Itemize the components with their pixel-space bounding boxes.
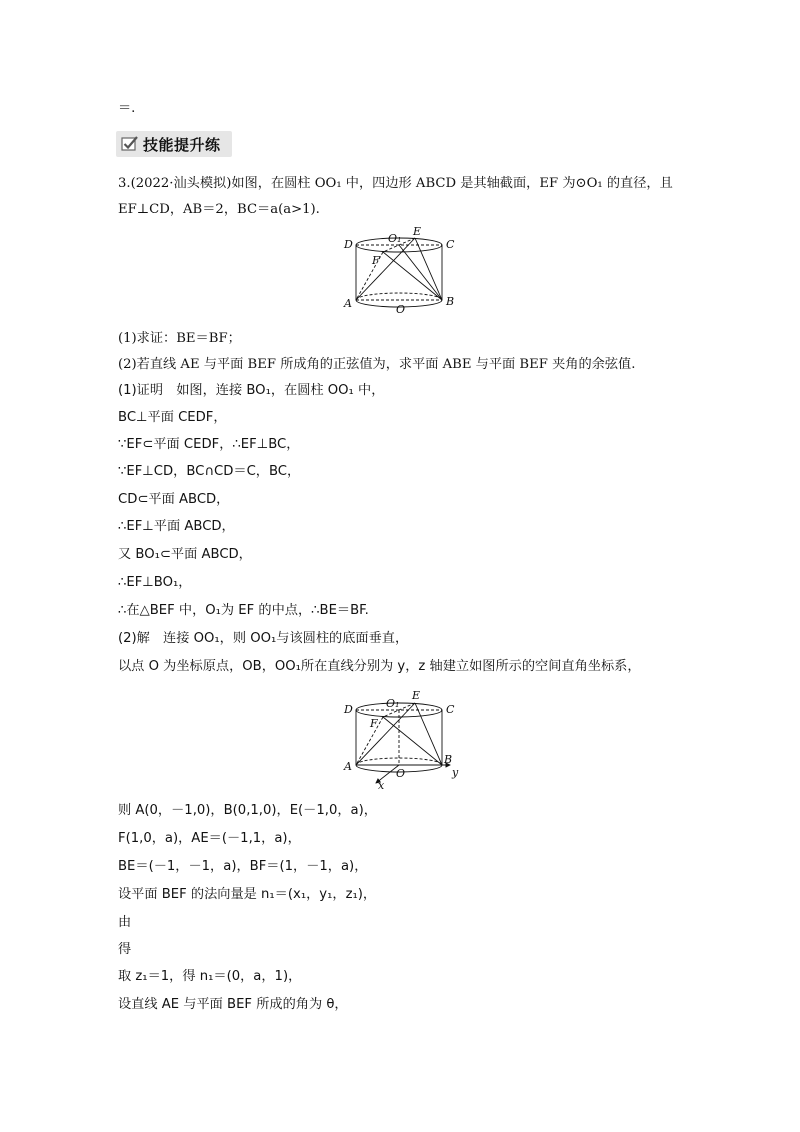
solution-line-3: ∵EF⊂平面 CEDF，∴EF⊥BC， [118,437,300,452]
fig1-label-B: B [446,295,455,308]
fig1-label-O: O [396,303,406,316]
section-title: 技能提升练 [143,136,221,154]
checkbox-icon [121,135,139,152]
fig1-label-D: D [344,238,353,251]
cylinder-figure-1 [340,224,460,316]
problem-line-1: 3.(2022·汕头模拟)如图，在圆柱 OO₁ 中，四边形 ABCD 是其轴截面，EF 为⊙O₁ 的直径，且 [118,176,673,191]
solution-line-15: 设平面 BEF 的法向量是 n₁＝(x₁，y₁，z₁)， [118,887,377,902]
solution-line-11: 以点 O 为坐标原点，OB，OO₁所在直线分别为 y，z 轴建立如图所示的空间直角坐标系， [118,659,641,674]
fig1-label-E: E [413,225,422,238]
solution-line-4: ∵EF⊥CD，BC∩CD＝C，BC， [118,464,301,479]
solution-line-7: 又 BO₁⊂平面 ABCD， [118,547,252,562]
fig2-label-O: O [396,767,406,780]
solution-line-17: 得 [118,942,132,957]
fig2-label-x: x [378,779,385,791]
problem-part-1: (1)求证：BE＝BF； [118,331,241,346]
solution-line-6: ∴EF⊥平面 ABCD， [118,519,235,534]
fig2-label-y: y [452,766,459,779]
section-banner [116,131,232,157]
solution-line-2: BC⊥平面 CEDF， [118,410,227,425]
solution-line-18: 取 z₁＝1，得 n₁＝(0，a，1)， [118,969,302,984]
fig2-label-A: A [344,760,352,773]
solution-line-13: F(1,0，a)，AE＝(－1,1，a)， [118,831,301,846]
fig2-label-F: F [370,717,378,730]
top-fragment: ＝. [118,101,136,116]
fig2-label-C: C [446,703,455,716]
problem-part-2: (2)若直线 AE 与平面 BEF 所成角的正弦值为，求平面 ABE 与平面 BEF 夹角的余弦值. [118,357,636,372]
fig2-label-E: E [412,689,421,702]
solution-line-9: ∴在△BEF 中，O₁为 EF 的中点，∴BE＝BF. [118,603,369,618]
solution-line-14: BE＝(－1，－1，a)，BF＝(1，－1，a)， [118,859,368,874]
fig1-label-O1: O₁ [388,232,402,245]
fig1-label-C: C [446,238,455,251]
fig1-label-A: A [344,297,352,310]
cylinder-figure-2 [340,687,466,791]
solution-line-10: (2)解 连接 OO₁，则 OO₁与该圆柱的底面垂直， [118,631,409,646]
solution-line-19: 设直线 AE 与平面 BEF 所成的角为 θ， [118,997,348,1012]
solution-line-1: (1)证明 如图，连接 BO₁，在圆柱 OO₁ 中， [118,383,385,398]
solution-line-12: 则 A(0，－1,0)，B(0,1,0)，E(－1,0，a)， [118,803,377,818]
fig2-label-D: D [344,703,353,716]
fig2-label-O1: O₁ [386,697,400,710]
solution-line-8: ∴EF⊥BO₁， [118,575,192,590]
fig1-label-F: F [372,254,380,267]
solution-line-16: 由 [118,915,132,930]
fig2-label-B: B [444,753,453,766]
problem-line-2: EF⊥CD，AB＝2，BC＝a(a>1). [118,202,320,217]
solution-line-5: CD⊂平面 ABCD， [118,492,230,507]
